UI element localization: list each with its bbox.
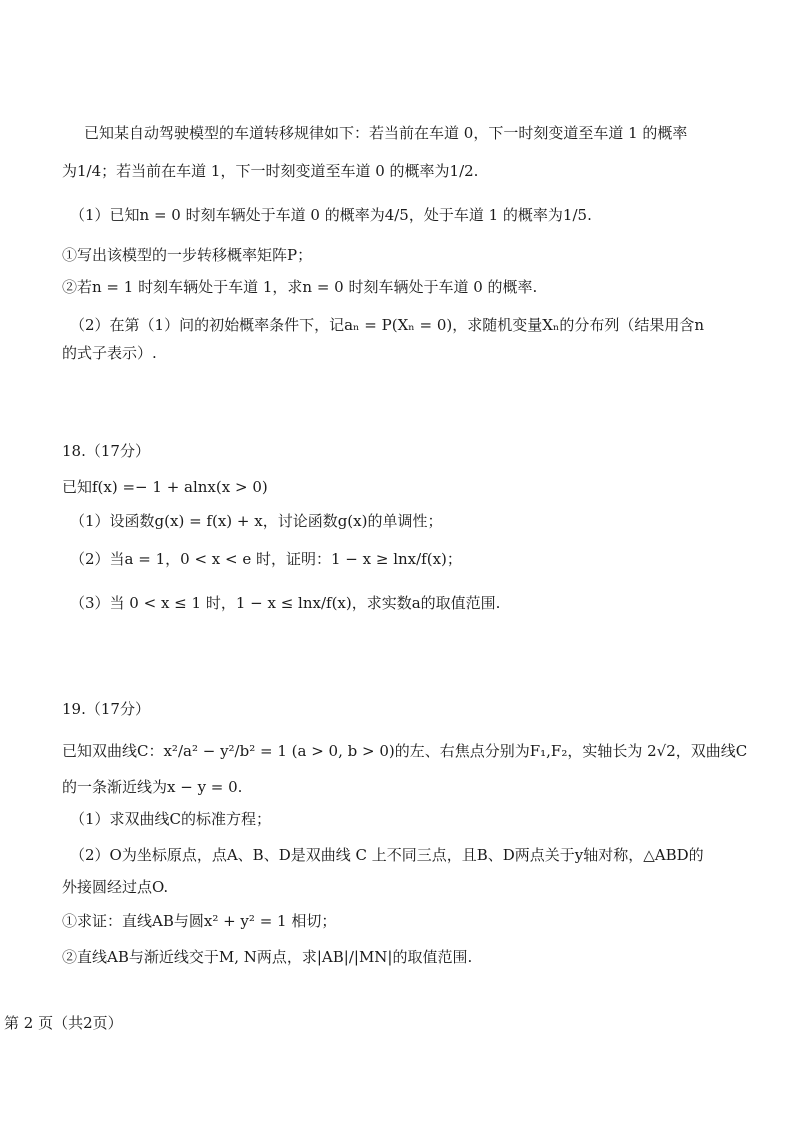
- p18-given: 已知f(x) =− 1 + alnx(x > 0): [62, 478, 268, 496]
- p19-given-line1: 已知双曲线C：x²/a² − y²/b² = 1 (a > 0, b > 0)的左、右焦点分别为F₁,F₂，实轴长为 2√2，双曲线C: [62, 742, 748, 760]
- page-footer: 第 2 页（共2页）: [4, 1014, 123, 1032]
- p19-part2-b: ②直线AB与渐近线交于M, N两点，求|AB|/|MN|的取值范围.: [62, 948, 473, 966]
- p19-given-line2: 的一条渐近线为x − y = 0.: [62, 778, 243, 796]
- p17-intro-line2: 为1/4；若当前在车道 1，下一时刻变道至车道 0 的概率为1/2.: [62, 162, 479, 180]
- p17-part1-b: ②若n = 1 时刻车辆处于车道 1，求n = 0 时刻车辆处于车道 0 的概率.: [62, 278, 538, 296]
- p17-part1: （1）已知n = 0 时刻车辆处于车道 0 的概率为4/5，处于车道 1 的概率为1/5.: [70, 206, 592, 224]
- p19-part1: （1）求双曲线C的标准方程；: [70, 810, 272, 828]
- p18-part2: （2）当a = 1，0 < x < e 时，证明：1 − x ≥ lnx/f(x)；: [70, 550, 462, 568]
- p19-part2-line1: （2）O为坐标原点，点A、B、D是双曲线 C 上不同三点，且B、D两点关于y轴对称，△ABD的: [70, 846, 704, 864]
- p18-part1: （1）设函数g(x) = f(x) + x，讨论函数g(x)的单调性；: [70, 512, 443, 530]
- p17-part2-line1: （2）在第（1）问的初始概率条件下，记aₙ = P(Xₙ = 0)，求随机变量Xₙ的分布列（结果用含n: [70, 316, 705, 334]
- p18-heading: 18.（17分）: [62, 442, 150, 460]
- p17-part2-line2: 的式子表示）.: [62, 344, 157, 362]
- p18-part3: （3）当 0 < x ≤ 1 时，1 − x ≤ lnx/f(x)，求实数a的取值范围.: [70, 594, 501, 612]
- p17-intro-line1: 已知某自动驾驶模型的车道转移规律如下：若当前在车道 0，下一时刻变道至车道 1 的概率: [84, 124, 688, 142]
- p17-part1-a: ①写出该模型的一步转移概率矩阵P；: [62, 246, 313, 264]
- p19-part2-line2: 外接圆经过点O.: [62, 878, 169, 896]
- p19-part2-a: ①求证：直线AB与圆x² + y² = 1 相切；: [62, 912, 337, 930]
- p19-heading: 19.（17分）: [62, 700, 150, 718]
